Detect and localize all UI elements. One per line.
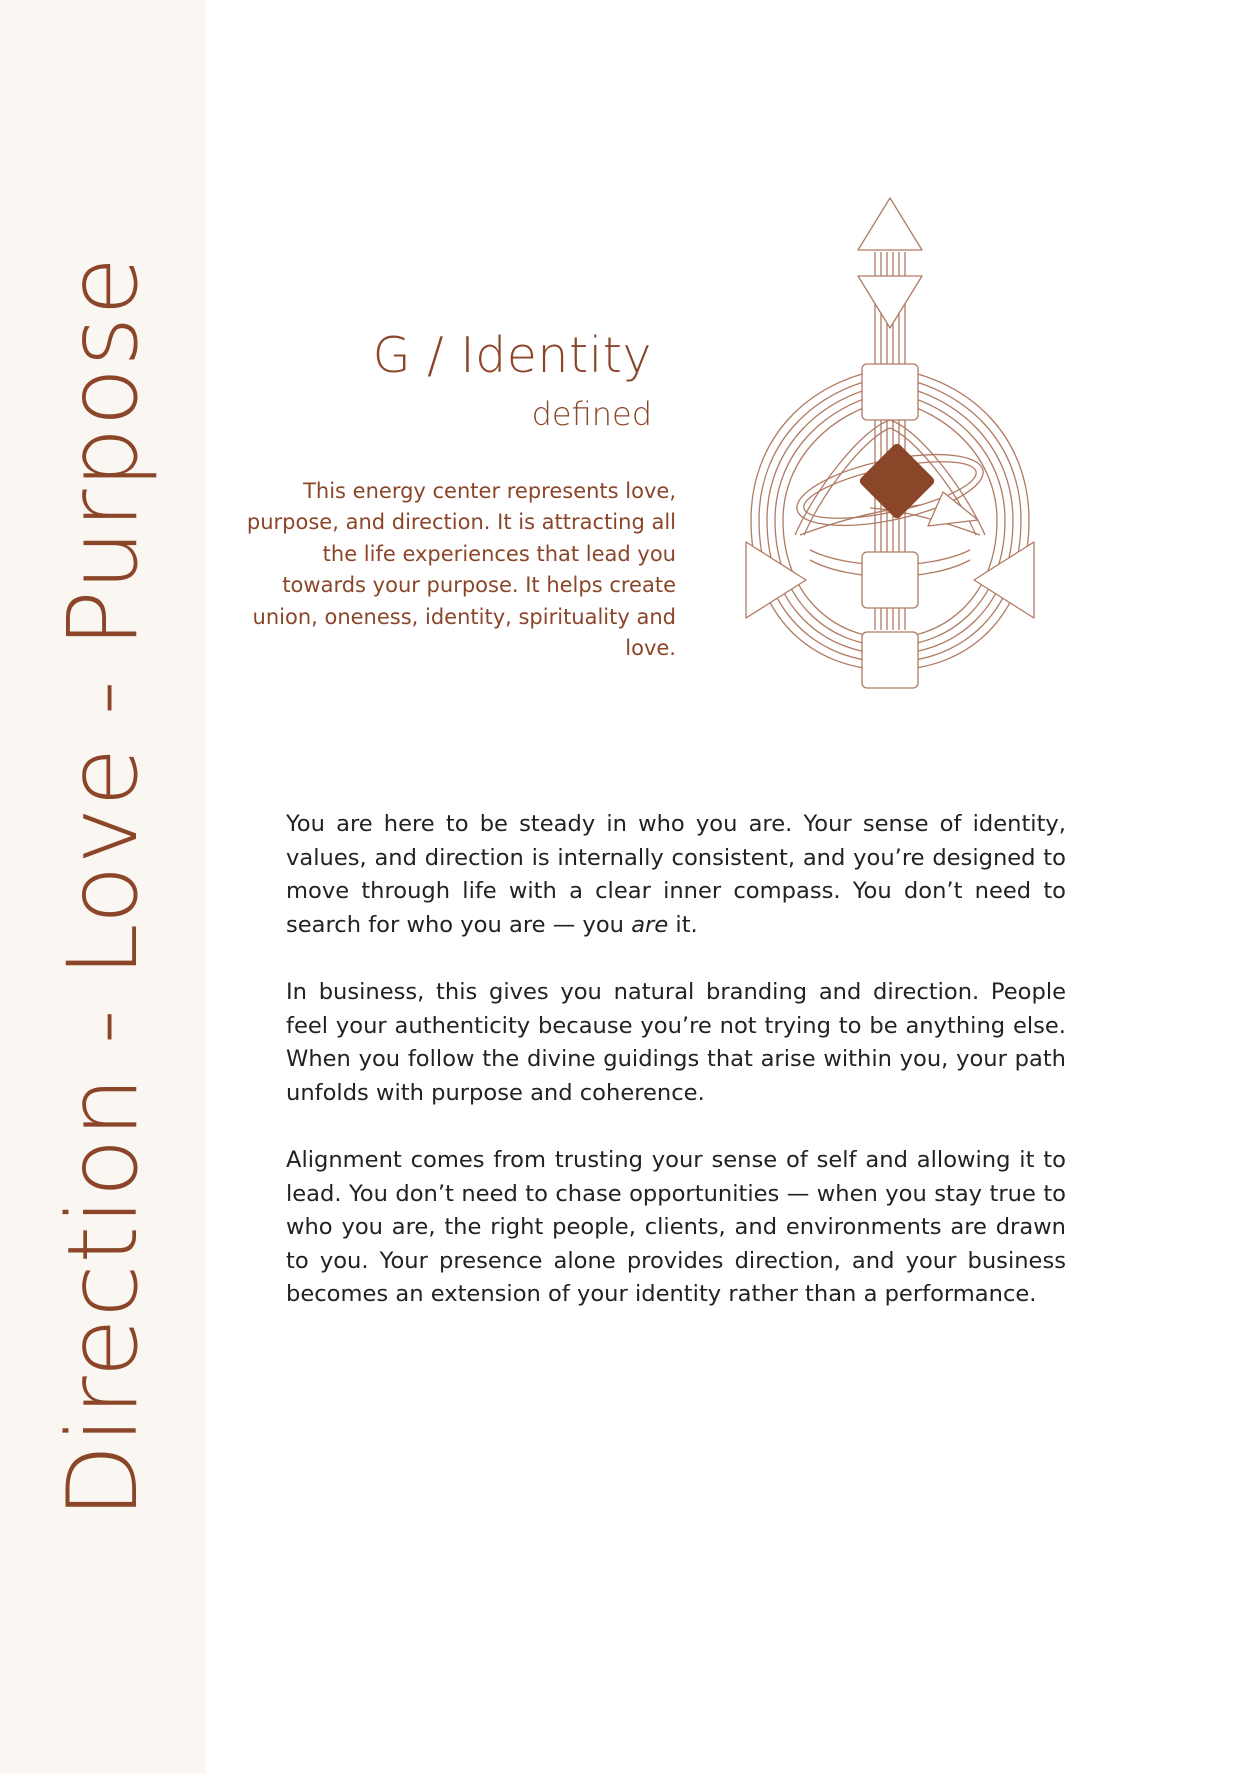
- ajna-center: [858, 276, 922, 328]
- intro-text: This energy center represents love, purpose, and direction. It is attracting all the life experiences that lead you towards your purpose. It helps create union, oneness, identity, spirituality and love.: [246, 479, 676, 661]
- root-center: [862, 632, 918, 688]
- solar-plexus-center: [974, 542, 1034, 618]
- sidebar-title: Direction - Love - Purpose: [47, 255, 159, 1519]
- center-header: [373, 328, 652, 434]
- head-center: [858, 198, 922, 250]
- spleen-center: [746, 542, 806, 618]
- body-paragraph-2: In business, this gives you natural branding and direction. People feel your authenticity because you’re not trying to be anything else. When you follow the divine guidings that arise within you, your path unfolds with purpose and coherence.: [286, 978, 1066, 1106]
- sidebar: [0, 0, 206, 1774]
- body-text: [286, 808, 1066, 1346]
- ego-center: [928, 492, 978, 526]
- intro-description: [236, 476, 676, 664]
- sacral-center: [862, 552, 918, 608]
- body-paragraph-1: You are here to be steady in who you are. Your sense of identity, values, and direction is internally consistent, and you’re designed to move through life with a clear inner compass. You don’t need to search for who you are — you are it.: [286, 811, 1066, 938]
- throat-center: [862, 364, 918, 420]
- page-title: G / Identity: [372, 327, 652, 384]
- bodygraph-icon: [740, 190, 1040, 700]
- center-state: defined: [531, 395, 652, 433]
- body-paragraph-3: Alignment comes from trusting your sense of self and allowing it to lead. You don’t need to chase opportunities — when you stay true to who you are, the right people, clients, and environments are drawn to you. Your presence alone provides direction, and your business becomes an extension of your identity rather than a performance.: [286, 1146, 1066, 1308]
